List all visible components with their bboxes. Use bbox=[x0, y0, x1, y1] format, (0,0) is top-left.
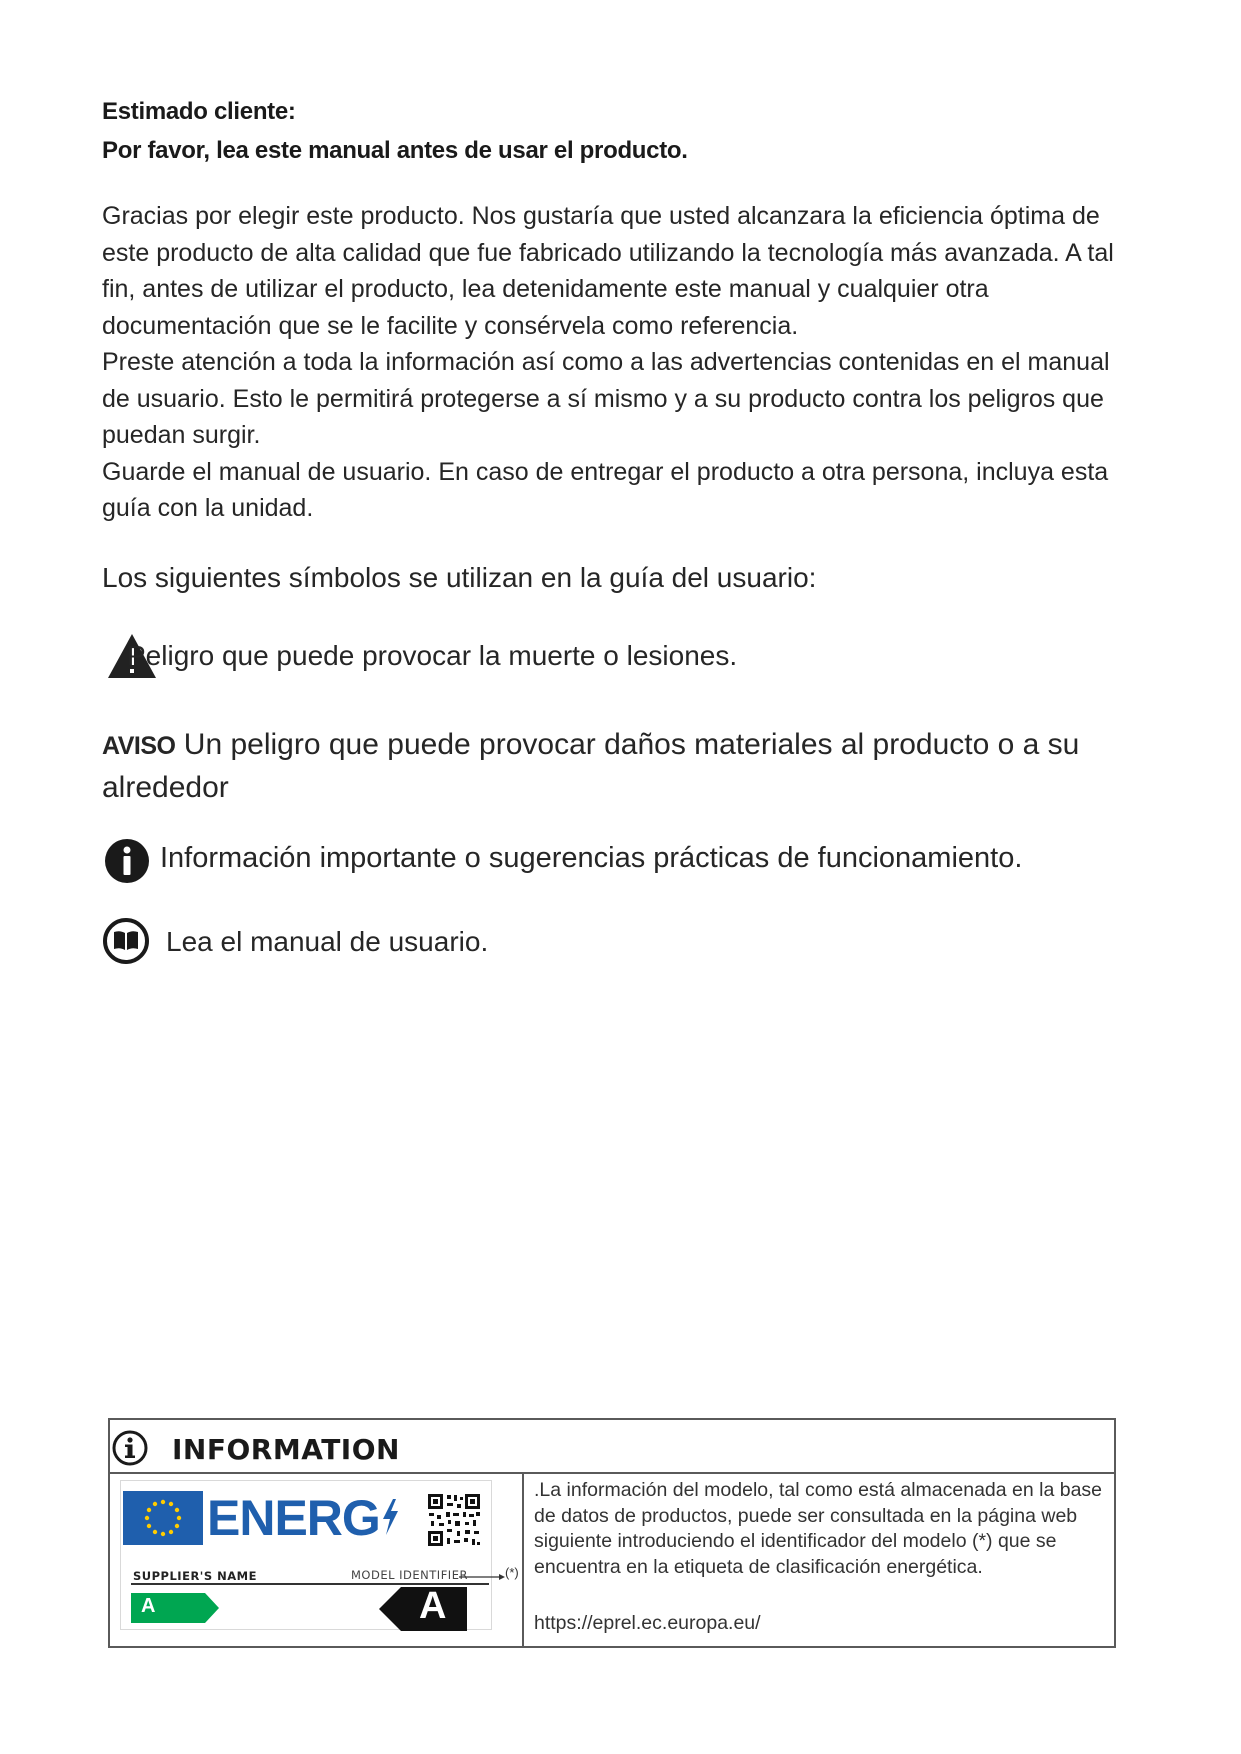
energy-wordmark bbox=[207, 1491, 400, 1545]
symbols-heading: Los siguientes símbolos se utilizan en la guía del usuario: bbox=[102, 562, 817, 593]
eprel-link[interactable]: https://eprel.ec.europa.eu/ bbox=[534, 1612, 761, 1634]
notice-label: AVISO bbox=[102, 732, 176, 760]
intro-paragraph-1: Gracias por elegir este producto. Nos gustaría que usted alcanzara la eficiencia óptima de este producto de alta calidad que fue fabricado utilizando la tecnología más avanzada. A tal fin, antes de utilizar el producto, lea detenidamente este manual y cualquier otra documentación que se le facilite y consérvela como referencia. bbox=[102, 202, 1114, 340]
intro-paragraph-2: Preste atención a toda la información así como a las advertencias contenidas en el manual de usuario. Esto le permitirá protegerse a sí mismo y a su producto contra los peligros que puedan surgir. bbox=[102, 348, 1110, 449]
danger-description: Peligro que puede provocar la muerte o lesiones. bbox=[127, 640, 738, 671]
manual-book-icon bbox=[103, 918, 149, 964]
arrow-right-icon bbox=[459, 1573, 505, 1581]
lightning-bolt-icon bbox=[380, 1497, 400, 1537]
eu-flag bbox=[123, 1491, 203, 1545]
class-rating-letter: A bbox=[419, 1585, 447, 1627]
supplier-name-field: SUPPLIER'S NAME bbox=[133, 1569, 257, 1583]
info-box-icon bbox=[112, 1430, 148, 1466]
information-text-panel bbox=[524, 1474, 1114, 1648]
notice-text: Un peligro que puede provocar daños materiales al producto o a su alrededor bbox=[102, 728, 1080, 804]
information-description: .La información del modelo, tal como está almacenada en la base de datos de productos, puede ser consultada en la página web siguiente introduciendo el identificador del modelo (*) que se encuentra en la etiqueta de clasificación energética. bbox=[534, 1479, 1103, 1578]
class-scale-letter: A bbox=[141, 1595, 156, 1617]
energy-word: ENERG bbox=[207, 1490, 380, 1546]
energy-label bbox=[120, 1480, 519, 1630]
greeting-salutation: Estimado cliente: bbox=[102, 98, 296, 125]
model-identifier-field: MODEL IDENTIFIER bbox=[351, 1568, 468, 1582]
information-title: INFORMATION bbox=[172, 1433, 400, 1466]
intro-text bbox=[102, 198, 1142, 527]
information-box bbox=[108, 1418, 1116, 1648]
energy-label-panel bbox=[110, 1474, 524, 1648]
notice-block bbox=[102, 724, 1142, 809]
manual-description: Lea el manual de usuario. bbox=[166, 926, 489, 957]
info-description: Información importante o sugerencias prácticas de funcionamiento. bbox=[160, 842, 1023, 874]
greeting-block bbox=[102, 92, 688, 170]
asterisk-reference: (*) bbox=[505, 1565, 519, 1580]
intro-paragraph-3: Guarde el manual de usuario. En caso de entregar el producto a otra persona, incluya esta guía con la unidad. bbox=[102, 457, 1109, 522]
eu-stars-icon bbox=[123, 1491, 203, 1545]
qr-code-icon bbox=[427, 1493, 481, 1547]
info-circle-icon bbox=[104, 838, 150, 884]
information-header bbox=[110, 1420, 1114, 1474]
greeting-instruction: Por favor, lea este manual antes de usar el producto. bbox=[102, 137, 688, 164]
